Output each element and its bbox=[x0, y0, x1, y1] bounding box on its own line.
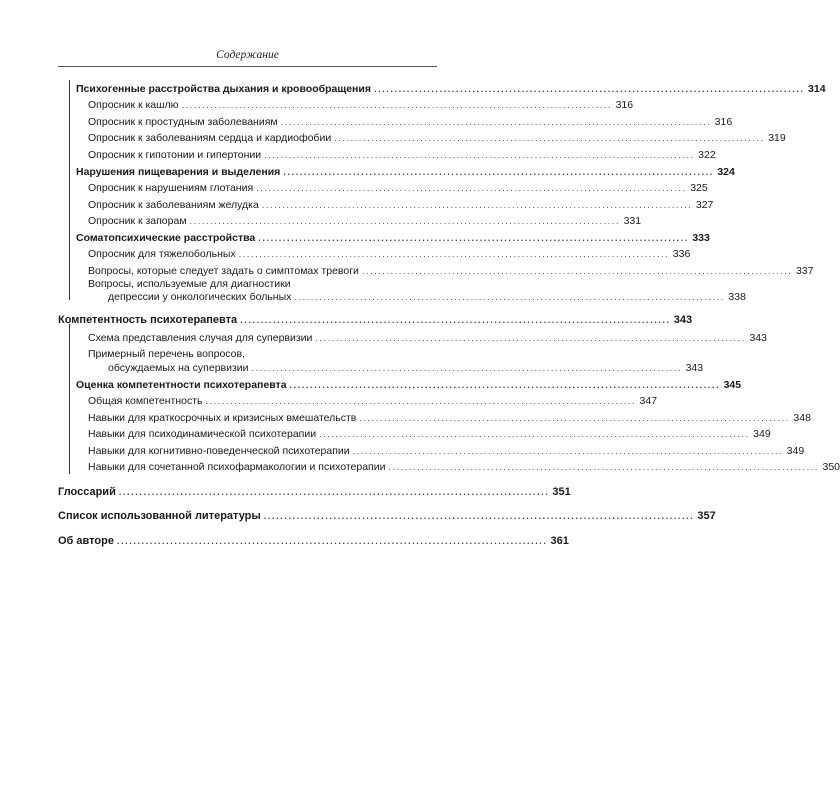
toc-entry[interactable]: Навыки для краткосрочных и кризисных вмешательств ......................................................................................................... 348 bbox=[88, 412, 811, 424]
toc-section-heading[interactable]: Нарушения пищеварения и выделения ......................................................................................................... 324 bbox=[76, 166, 735, 178]
toc-entry-line1[interactable]: Вопросы, используемые для диагностики bbox=[88, 278, 291, 290]
toc-entry[interactable]: Схема представления случая для супервизии ......................................................................................................... 343 bbox=[88, 332, 767, 344]
toc-entry[interactable]: Навыки для сочетанной психофармакологии и психотерапии ......................................................................................................... 350 bbox=[88, 461, 840, 473]
toc-entry[interactable]: обсуждаемых на супервизии ......................................................................................................... 343 bbox=[108, 362, 704, 374]
toc-entry[interactable]: Опросник к запорам ......................................................................................................... 331 bbox=[88, 215, 642, 227]
toc-entry[interactable]: Опросник к простудным заболеваниям ......................................................................................................... 316 bbox=[88, 116, 733, 128]
toc-entry[interactable]: Опросник для тяжелобольных ......................................................................................................... 336 bbox=[88, 248, 691, 260]
toc-chapter-heading[interactable]: Список использованной литературы ......................................................................................................... 357 bbox=[58, 510, 716, 522]
toc-section-heading[interactable]: Психогенные расстройства дыхания и кровообращения ......................................................................................................... 314 bbox=[76, 83, 826, 95]
section-bar bbox=[69, 80, 70, 300]
toc-entry[interactable]: Вопросы, которые следует задать о симптомах тревоги ......................................................................................................... 337 bbox=[88, 265, 814, 277]
toc-entry[interactable]: Опросник к заболеваниям сердца и кардиофобии ......................................................................................................... 319 bbox=[88, 132, 786, 144]
toc-entry[interactable]: Навыки для психодинамической психотерапии ......................................................................................................... 349 bbox=[88, 428, 771, 440]
toc-entry[interactable]: Навыки для когнитивно-поведенческой психотерапии ......................................................................................................... 349 bbox=[88, 445, 805, 457]
toc-entry[interactable]: Опросник к заболеваниям желудка ......................................................................................................... 327 bbox=[88, 199, 714, 211]
toc-chapter-heading[interactable]: Глоссарий ......................................................................................................... 351 bbox=[58, 486, 571, 498]
toc-entry[interactable]: депрессии у онкологических больных ......................................................................................................... 338 bbox=[108, 291, 746, 303]
running-header: Содержание bbox=[216, 49, 279, 61]
toc-section-heading[interactable]: Оценка компетентности психотерапевта ......................................................................................................... 345 bbox=[76, 379, 742, 391]
toc-entry[interactable]: Опросник к гипотонии и гипертонии ......................................................................................................... 322 bbox=[88, 149, 716, 161]
toc-entry-line1[interactable]: Примерный перечень вопросов, bbox=[88, 348, 245, 360]
toc-entry[interactable]: Опросник к кашлю ......................................................................................................... 316 bbox=[88, 99, 634, 111]
toc-chapter-heading[interactable]: Компетентность психотерапевта ......................................................................................................... 343 bbox=[58, 314, 693, 326]
toc-entry[interactable]: Общая компетентность ......................................................................................................... 347 bbox=[88, 395, 658, 407]
section-bar bbox=[69, 324, 70, 474]
toc-entry[interactable]: Опросник к нарушениям глотания ......................................................................................................... 325 bbox=[88, 182, 708, 194]
toc-section-heading[interactable]: Соматопсихические расстройства ......................................................................................................... 333 bbox=[76, 232, 710, 244]
toc-chapter-heading[interactable]: Об авторе ......................................................................................................... 361 bbox=[58, 535, 569, 547]
